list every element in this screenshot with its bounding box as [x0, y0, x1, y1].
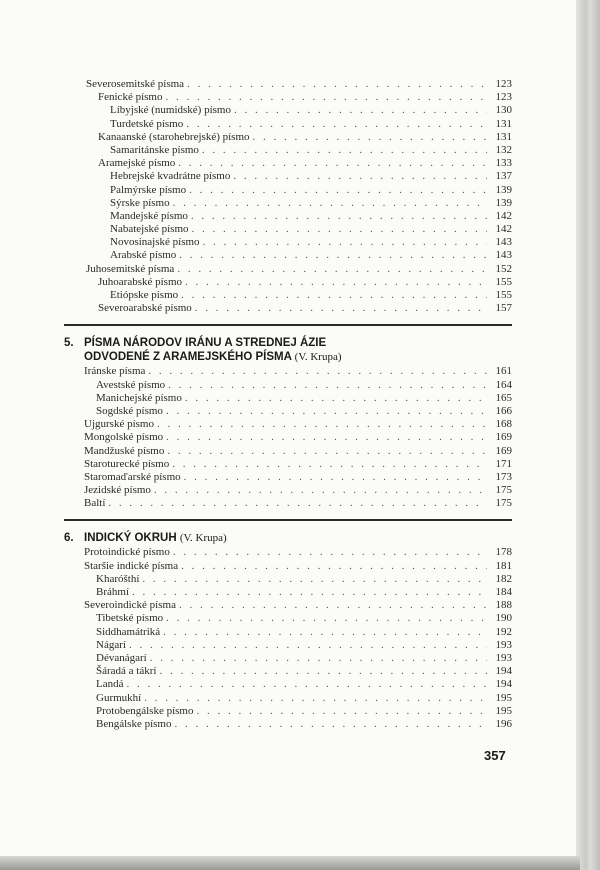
toc-entry-page: 132	[495, 143, 512, 156]
dot-leader	[179, 599, 487, 612]
toc-entry-label: Arabské písmo	[110, 249, 177, 262]
toc-entry	[84, 705, 512, 718]
toc-entry	[64, 157, 512, 170]
toc-entry-label: Palmýrske písmo	[110, 183, 187, 196]
toc-entry	[64, 223, 512, 236]
toc-entry-page: 142	[495, 223, 512, 236]
toc-entry	[64, 131, 512, 144]
toc-entry	[84, 612, 512, 625]
dot-leader	[159, 665, 487, 678]
section-divider	[64, 324, 512, 326]
section-5-heading	[64, 336, 512, 364]
toc-entry-page: 152	[495, 262, 512, 275]
toc-entry	[84, 718, 512, 731]
toc-entry	[84, 431, 512, 444]
toc-entry	[64, 91, 512, 104]
toc-entry-label: Kharóšthí	[96, 572, 140, 585]
toc-entry-page: 195	[495, 691, 512, 704]
toc-entry-label: Juhosemitské písma	[86, 262, 175, 275]
toc-entry-label: Protobengálske písmo	[96, 704, 194, 717]
toc-entry-label: Líbyjské (numidské) písmo	[110, 104, 231, 117]
toc-entry-page: 123	[495, 91, 512, 104]
toc-entry-label: Dévanágarí	[96, 651, 147, 664]
dot-leader	[166, 431, 487, 444]
toc-entry	[84, 586, 512, 599]
dot-leader	[154, 484, 487, 497]
toc-entry-label: Landá	[96, 678, 124, 691]
toc-entry	[84, 665, 512, 678]
toc-entry-label: Iránske písma	[84, 365, 146, 378]
dot-leader	[178, 157, 487, 170]
toc-entry-label: Mandejské písmo	[110, 209, 188, 222]
toc-entry-page: 175	[495, 497, 512, 510]
toc-entry-page: 131	[495, 117, 512, 130]
toc-section-6	[64, 546, 512, 731]
toc-entry-label: Hebrejské kvadrátne písmo	[110, 170, 231, 183]
toc-entry	[64, 276, 512, 289]
toc-entry-page: 168	[495, 418, 512, 431]
dot-leader	[203, 236, 487, 249]
toc-entry	[64, 118, 512, 131]
toc-entry	[64, 78, 512, 91]
dot-leader	[185, 392, 487, 405]
toc-entry-label: Severoarabské písmo	[98, 302, 192, 315]
toc-entry-label: Baltí	[84, 497, 106, 510]
toc-entry	[84, 692, 512, 705]
toc-entry-page: 175	[495, 484, 512, 497]
toc-entry-label: Severosemitské písma	[86, 78, 185, 90]
toc-entry-page: 192	[495, 625, 512, 638]
dot-leader	[144, 692, 487, 705]
dot-leader	[177, 263, 487, 276]
toc-entry-page: 143	[495, 249, 512, 262]
toc-entry-label: Avestské písmo	[96, 378, 166, 391]
dot-leader	[179, 249, 487, 262]
toc-entry	[64, 302, 512, 315]
dot-leader	[132, 586, 487, 599]
section-author: (V. Krupa)	[179, 532, 227, 545]
toc-entry	[64, 170, 512, 183]
toc-entry-page: 178	[495, 546, 512, 559]
toc-entry-label: Severoindické písma	[84, 599, 176, 612]
dot-leader	[173, 546, 487, 559]
toc-entry-page: 155	[495, 289, 512, 301]
toc-entry-label: Gurmukhí	[96, 691, 142, 704]
toc-entry	[84, 560, 512, 573]
toc-entry-page: 137	[495, 170, 512, 183]
toc-entry-label: Mongolské písmo	[84, 431, 164, 444]
dot-leader	[181, 560, 487, 573]
toc-entry-label: Siddhamátriká	[96, 625, 161, 638]
toc-entry	[84, 458, 512, 471]
toc-entry-label: Manichejské písmo	[96, 391, 182, 404]
dot-leader	[202, 144, 487, 157]
toc-entry	[64, 289, 512, 302]
toc-entry	[64, 144, 512, 157]
toc-entry-label: Turdetské písmo	[110, 117, 184, 130]
toc-entry-label: Bengálske písmo	[96, 717, 172, 730]
toc-entry-page: 194	[495, 665, 512, 678]
toc-entry-label: Samaritánske písmo	[110, 143, 199, 156]
toc-section-5	[64, 365, 512, 510]
toc-entry	[84, 639, 512, 652]
dot-leader	[186, 118, 487, 131]
dot-leader	[108, 497, 487, 510]
toc-entry-label: Protoindické písmo	[84, 546, 170, 559]
dot-leader	[150, 652, 487, 665]
toc-entry-page: 171	[495, 457, 512, 470]
toc-entry-page: 139	[495, 183, 512, 196]
toc-entry-label: Tibetské písmo	[96, 612, 164, 625]
toc-entry-page: 157	[495, 302, 512, 315]
toc-entry-label: Staroturecké písmo	[84, 457, 170, 470]
toc-entry-label: Staromaďarské písmo	[84, 470, 181, 483]
toc-entry-page: 165	[495, 391, 512, 404]
toc-entry-label: Etiópske písmo	[110, 289, 179, 301]
toc-entry	[64, 210, 512, 223]
dot-leader	[166, 405, 487, 418]
toc-entry-page: 193	[495, 651, 512, 664]
toc-entry	[84, 626, 512, 639]
toc-entry	[84, 471, 512, 484]
toc-entry-page: 130	[495, 104, 512, 117]
toc-entry	[84, 652, 512, 665]
toc-entry-page: 169	[495, 444, 512, 457]
dot-leader	[163, 626, 487, 639]
toc-entry	[84, 418, 512, 431]
dot-leader	[185, 276, 487, 289]
toc-entry-page: 184	[495, 586, 512, 598]
section-number: 6.	[64, 532, 74, 545]
toc-entry-label: Jezidské písmo	[84, 484, 151, 497]
dot-leader	[166, 612, 487, 625]
toc-entry-page: 169	[495, 431, 512, 444]
toc-entry-label: Nágarí	[96, 638, 126, 651]
toc-entry	[64, 249, 512, 262]
table-of-contents	[64, 78, 512, 731]
dot-leader	[234, 104, 487, 117]
dot-leader	[148, 365, 487, 378]
toc-entry-page: 190	[495, 612, 512, 625]
dot-leader	[157, 418, 487, 431]
section-title: INDICKÝ OKRUH	[84, 532, 177, 545]
section-title: PÍSMA NÁRODOV IRÁNU A STREDNEJ ÁZIE	[84, 337, 327, 350]
toc-entry-label: Sýrske písmo	[110, 196, 170, 209]
dot-leader	[168, 379, 487, 392]
toc-entry-label: Aramejské písmo	[98, 157, 176, 170]
toc-entry	[84, 599, 512, 612]
dot-leader	[181, 289, 487, 302]
dot-leader	[174, 718, 487, 731]
toc-entry	[64, 104, 512, 117]
dot-leader	[173, 197, 487, 210]
dot-leader	[142, 573, 487, 586]
section-author: (V. Krupa)	[294, 351, 342, 364]
toc-entry	[64, 184, 512, 197]
toc-entry-label: Mandžuské písmo	[84, 444, 165, 457]
toc-entry-page: 131	[495, 130, 512, 143]
toc-entry-page: 166	[495, 404, 512, 417]
toc-entry	[84, 392, 512, 405]
dot-leader	[129, 639, 487, 652]
toc-entry-label: Nabatejské písmo	[110, 223, 189, 236]
dot-leader	[165, 91, 487, 104]
toc-entry-label: Fenické písmo	[98, 91, 163, 104]
toc-entry-label: Kanaanské (starohebrejské) písmo	[98, 130, 250, 143]
dot-leader	[187, 78, 487, 91]
toc-entry-page: 155	[495, 275, 512, 288]
toc-entry	[84, 379, 512, 392]
page-bottom-edge	[0, 856, 580, 870]
section-divider	[64, 519, 512, 521]
section-title: ODVODENÉ Z ARAMEJSKÉHO PÍSMA	[84, 351, 292, 364]
toc-entry	[84, 365, 512, 378]
toc-entry	[84, 678, 512, 691]
toc-entry	[84, 445, 512, 458]
page-number: 357	[484, 748, 506, 763]
toc-entry-page: 195	[495, 704, 512, 717]
dot-leader	[253, 131, 487, 144]
toc-entry-page: 182	[495, 572, 512, 585]
dot-leader	[195, 302, 487, 315]
toc-entry	[64, 263, 512, 276]
toc-entry-label: Bráhmí	[96, 586, 129, 598]
dot-leader	[189, 184, 487, 197]
toc-entry-page: 194	[495, 678, 512, 691]
toc-entry-page: 123	[495, 78, 512, 90]
toc-entry-label: Juhoarabské písmo	[98, 275, 183, 288]
toc-entry-label: Novosinajské písmo	[110, 236, 200, 249]
section-6-heading	[64, 531, 512, 545]
dot-leader	[233, 170, 487, 183]
toc-entry	[84, 497, 512, 510]
toc-entry-page: 196	[495, 717, 512, 730]
toc-entry-label: Ujgurské písmo	[84, 418, 154, 431]
dot-leader	[184, 471, 487, 484]
dot-leader	[167, 445, 487, 458]
toc-prev-section	[64, 78, 512, 315]
toc-entry-page: 161	[495, 365, 512, 378]
dot-leader	[172, 458, 487, 471]
dot-leader	[191, 210, 487, 223]
toc-entry	[64, 197, 512, 210]
toc-entry-page: 193	[495, 638, 512, 651]
toc-entry-page: 133	[495, 157, 512, 170]
dot-leader	[196, 705, 487, 718]
toc-entry-label: Šáradá a tákrí	[96, 665, 157, 678]
toc-entry	[84, 573, 512, 586]
toc-entry-page: 188	[495, 599, 512, 612]
toc-entry-label: Staršie indické písma	[84, 559, 179, 572]
toc-entry-page: 142	[495, 209, 512, 222]
toc-entry	[84, 484, 512, 497]
dot-leader	[126, 678, 487, 691]
section-number: 5.	[64, 337, 74, 350]
toc-entry-page: 164	[495, 378, 512, 391]
toc-entry-page: 143	[495, 236, 512, 249]
toc-entry-page: 173	[495, 470, 512, 483]
page-edge	[576, 0, 600, 870]
toc-entry	[84, 405, 512, 418]
toc-entry-label: Sogdské písmo	[96, 404, 163, 417]
toc-entry	[84, 546, 512, 559]
toc-entry-page: 139	[495, 196, 512, 209]
toc-entry-page: 181	[495, 559, 512, 572]
dot-leader	[192, 223, 487, 236]
toc-entry	[64, 236, 512, 249]
